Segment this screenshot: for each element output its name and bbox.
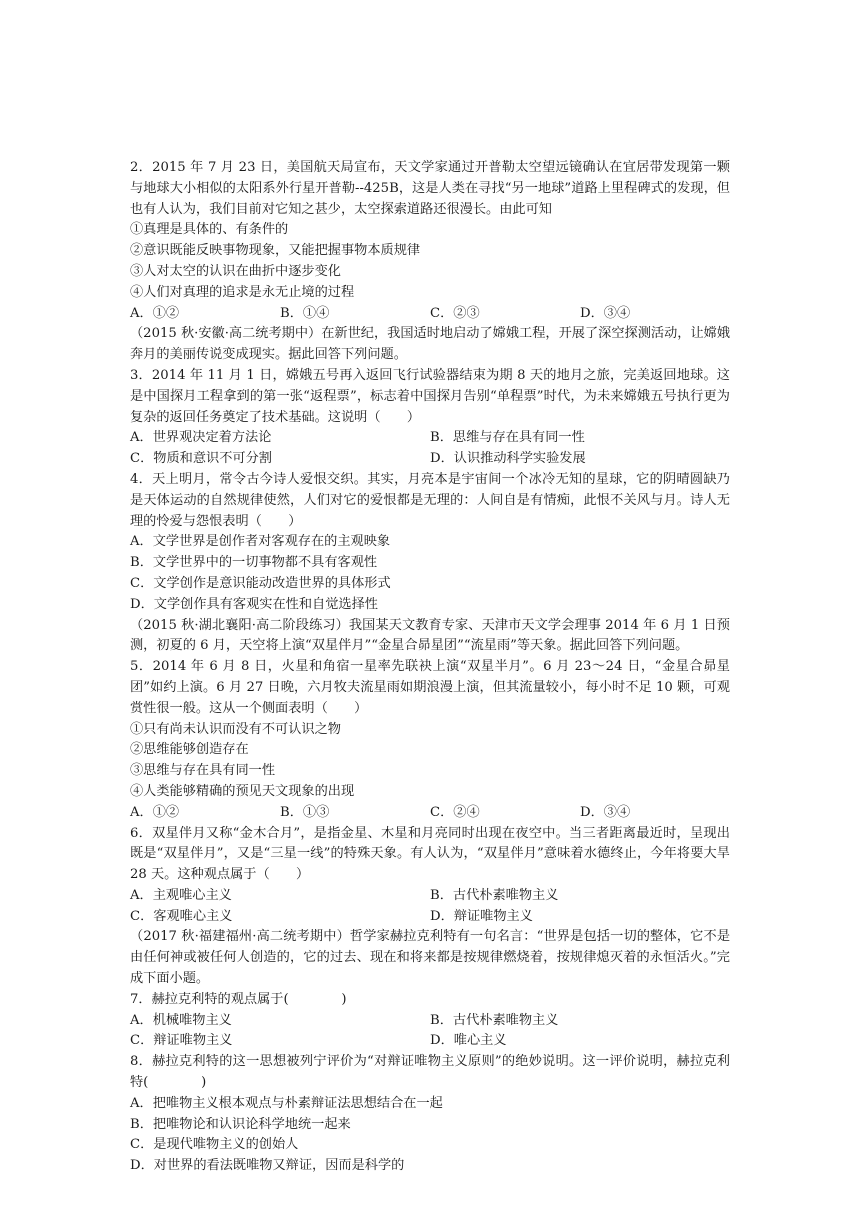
answer-option: A．机械唯物主义 — [130, 1012, 232, 1028]
text-line: ①只有尚未认识而没有不可认识之物 — [130, 721, 341, 737]
text-line: ④人们对真理的追求是永无止境的过程 — [130, 284, 355, 300]
answer-option: C．客观唯心主义 — [130, 908, 233, 924]
text-line: （2017 秋·福建福州·高二统考期中）哲学家赫拉克利特有一句名言：“世界是包括一切的整体，它不是由任何神或被任何人创造的，它的过去、现在和将来都是按规律燃烧着，按规律熄灭着的永恒活火。”完成下面小题。 — [130, 929, 730, 987]
text-line: C．文学创作是意识能动改造世界的具体形式 — [130, 575, 391, 591]
text-line: ②意识既能反映事物现象，又能把握事物本质规律 — [130, 243, 421, 259]
text-line: 2．2015 年 7 月 23 日，美国航天局宣布，天文学家通过开普勒太空望远镜确认在宜居带发现第一颗与地球大小相似的太阳系外行星开普勒--425B，这是人类在寻找“另一地球”道路上里程碑式的发现，但也有人认为，我们目前对它知之甚少，太空探索道路还很漫长。由此可知 — [130, 160, 730, 217]
option-row — [130, 449, 730, 470]
text-line: D．对世界的看法既唯物又辩证，因而是科学的 — [130, 1158, 405, 1174]
text-line: ③思维与存在具有同一性 — [130, 763, 276, 779]
text-line: D．文学创作具有客观实在性和自觉选择性 — [130, 596, 378, 612]
text-line: C．是现代唯物主义的创始人 — [130, 1137, 299, 1153]
text-line: ③人对太空的认识在曲折中逐步变化 — [130, 263, 341, 279]
answer-option: B．①③ — [280, 804, 330, 820]
answer-option: C．②④ — [430, 804, 480, 820]
answer-option: B．古代朴素唯物主义 — [430, 1012, 559, 1028]
text-line: 6．双星伴月又称“金木合月”，是指金星、木星和月亮同时出现在夜空中。当三者距离最近时，呈现出既是“双星伴月”，又是“三星一线”的特殊天象。有人认为，“双星伴月”意味着水德终止，今年将要大旱 28 天。这种观点属于（ ） — [130, 825, 730, 883]
text-line: （2015 秋·湖北襄阳·高二阶段练习）我国某天文教育专家、天津市天文学会理事 2014 年 6 月 1 日预测，初夏的 6 月，天空将上演“双星伴月”“金星合昴星团”“流星雨”等天象。据此回答下列问题。 — [130, 617, 730, 654]
text-line: A．文学世界是创作者对客观存在的主观映象 — [130, 534, 391, 550]
text-line: A．把唯物主义根本观点与朴素辩证法思想结合在一起 — [130, 1095, 443, 1111]
answer-option: D．辩证唯物主义 — [430, 908, 533, 924]
answer-option: C．②③ — [430, 305, 480, 321]
answer-option: A．世界观决定着方法论 — [130, 430, 272, 446]
answer-option: D．唯心主义 — [430, 1033, 507, 1049]
option-row — [130, 428, 730, 449]
text-line: B．文学世界中的一切事物都不具有客观性 — [130, 555, 378, 571]
option-row — [130, 1031, 730, 1052]
answer-option: B．思维与存在具有同一性 — [430, 430, 585, 446]
text-line: 8．赫拉克利特的这一思想被列宁评价为“对辩证唯物主义原则”的绝妙说明。这一评价说明，赫拉克利特( ) — [130, 1054, 730, 1091]
option-row — [130, 886, 730, 907]
option-row — [130, 1011, 730, 1032]
option-row — [130, 803, 730, 824]
option-row — [130, 907, 730, 928]
text-line: （2015 秋·安徽·高二统考期中）在新世纪，我国适时地启动了嫦娥工程，开展了深空探测活动，让嫦娥奔月的美丽传说变成现实。据此回答下列问题。 — [130, 326, 731, 363]
text-line: ④人类能够精确的预见天文现象的出现 — [130, 783, 355, 799]
text-line: 7．赫拉克利特的观点属于( ) — [130, 991, 347, 1007]
answer-option: B．①④ — [280, 305, 330, 321]
text-line: 4．天上明月，常令古今诗人爱恨交织。其实，月亮本是宇宙间一个冰冷无知的星球，它的阴晴圆缺乃是天体运动的自然规律使然，人们对它的爱恨都是无理的：人间自是有情痴，此恨不关风与月。诗人无理的怜爱与怨恨表明（ ） — [130, 471, 730, 529]
answer-option: D．③④ — [580, 305, 631, 321]
answer-option: A．①② — [130, 305, 180, 321]
text-line: 3．2014 年 11 月 1 日，嫦娥五号再入返回飞行试验器结束为期 8 天的地月之旅，完美返回地球。这是中国探月工程拿到的第一张“返程票”，标志着中国探月告别“单程票”时代，为未来嫦娥五号执行更为复杂的返回任务奠定了技术基础。这说明（ ） — [130, 367, 730, 425]
option-row — [130, 304, 730, 325]
answer-option: A．①② — [130, 804, 180, 820]
text-line: ①真理是具体的、有条件的 — [130, 222, 289, 238]
answer-option: C．辩证唯物主义 — [130, 1033, 233, 1049]
answer-option: D．认识推动科学实验发展 — [430, 451, 586, 467]
answer-option: B．古代朴素唯物主义 — [430, 887, 559, 903]
text-line: B．把唯物论和认识论科学地统一起来 — [130, 1116, 351, 1132]
document-page — [130, 158, 730, 1177]
text-line: 5．2014 年 6 月 8 日，火星和角宿一星率先联袂上演“双星半月”。6 月 23～24 日，“金星合昴星团”如约上演。6 月 27 日晚，六月牧夫流星雨如期浪漫上演，但其流量较小，每小时不足 10 颗，可观赏性很一般。这从一个侧面表明（ ） — [130, 659, 730, 716]
answer-option: C．物质和意识不可分割 — [130, 451, 272, 467]
answer-option: D．③④ — [580, 804, 631, 820]
text-line: ②思维能够创造存在 — [130, 742, 249, 758]
answer-option: A．主观唯心主义 — [130, 887, 232, 903]
